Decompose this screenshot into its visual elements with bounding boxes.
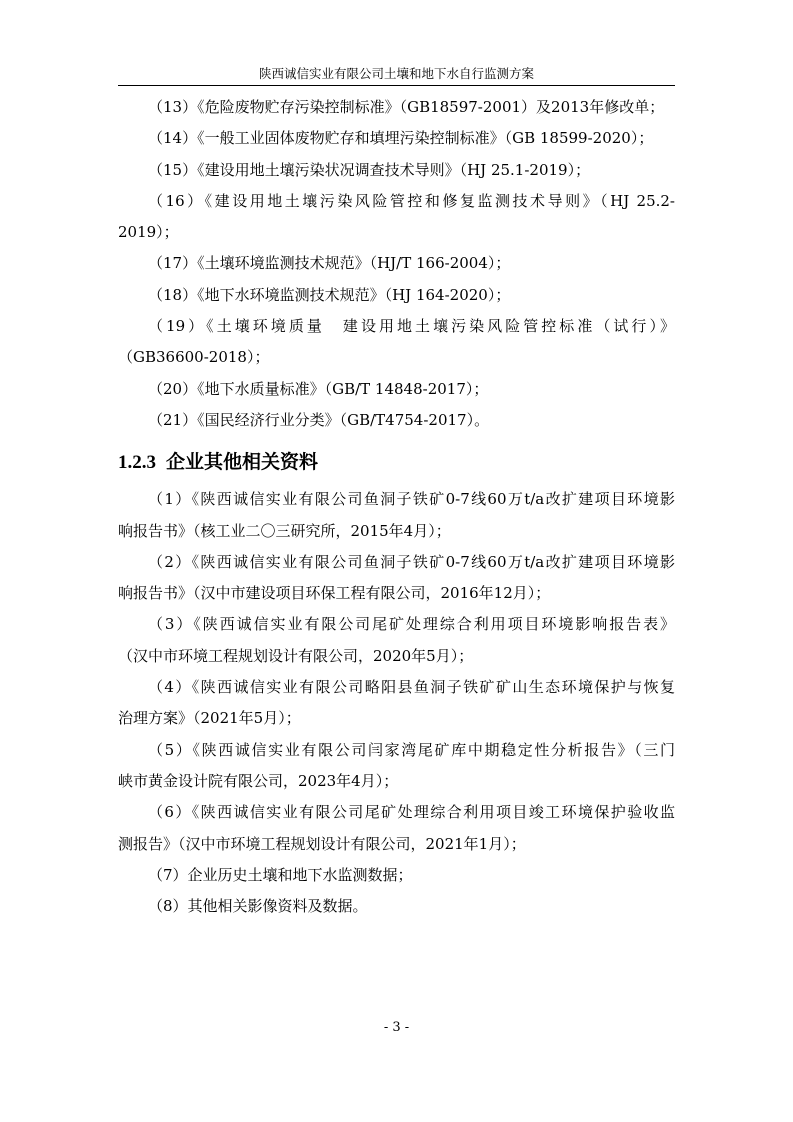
reference-line: （15）《建设用地土壤污染状况调查技术导则》（HJ 25.1-2019）； bbox=[148, 160, 591, 179]
reference-item bbox=[118, 155, 675, 186]
reference-line: 响报告书》（汉中市建设项目环保工程有限公司，2016年12月）； bbox=[118, 584, 551, 603]
reference-item bbox=[118, 311, 675, 374]
reference-item bbox=[118, 672, 675, 735]
reference-line: （13）《危险废物贮存污染控制标准》（GB18597-2001）及2013年修改单； bbox=[148, 98, 665, 116]
reference-line: （3）《陕西诚信实业有限公司尾矿处理综合利用项目环境影响报告表》 bbox=[148, 615, 675, 634]
section-title: 企业其他相关资料 bbox=[166, 451, 319, 474]
reference-list-standards bbox=[118, 92, 675, 436]
reference-item bbox=[118, 280, 675, 311]
section-number: 1.2.3 bbox=[118, 452, 156, 474]
reference-item bbox=[118, 484, 675, 547]
reference-item bbox=[118, 248, 675, 279]
reference-item bbox=[118, 405, 675, 436]
reference-line: 治理方案》（2021年5月）； bbox=[118, 709, 301, 728]
reference-line: 峡市黄金设计院有限公司，2023年4月）； bbox=[118, 771, 399, 790]
reference-line: （4）《陕西诚信实业有限公司略阳县鱼洞子铁矿矿山生态环境保护与恢复 bbox=[148, 678, 675, 697]
reference-line: 2019）； bbox=[118, 223, 179, 242]
reference-line: （汉中市环境工程规划设计有限公司，2020年5月）； bbox=[118, 646, 474, 665]
reference-item bbox=[118, 92, 675, 123]
reference-line: （1）《陕西诚信实业有限公司鱼洞子铁矿0-7线60万t/a改扩建项目环境影 bbox=[148, 490, 675, 509]
reference-line: （7）企业历史土壤和地下水监测数据； bbox=[148, 865, 413, 884]
reference-line: 响报告书》（核工业二〇三研究所，2015年4月）； bbox=[118, 521, 451, 540]
reference-line: （8）其他相关影像资料及数据。 bbox=[148, 897, 368, 916]
reference-item bbox=[118, 891, 675, 922]
page-content bbox=[118, 92, 675, 922]
reference-line: （6）《陕西诚信实业有限公司尾矿处理综合利用项目竣工环境保护验收监 bbox=[148, 803, 675, 822]
reference-item bbox=[118, 547, 675, 610]
reference-item bbox=[118, 186, 675, 249]
reference-item bbox=[118, 374, 675, 405]
section-heading bbox=[118, 440, 675, 484]
reference-line: （2）《陕西诚信实业有限公司鱼洞子铁矿0-7线60万t/a改扩建项目环境影 bbox=[148, 552, 675, 571]
header-rule bbox=[118, 85, 675, 86]
reference-item bbox=[118, 860, 675, 891]
running-header: 陕西诚信实业有限公司土壤和地下水自行监测方案 bbox=[258, 66, 534, 81]
reference-item bbox=[118, 123, 675, 154]
reference-list-documents bbox=[118, 484, 675, 922]
reference-line: （GB36600-2018）； bbox=[118, 348, 270, 367]
reference-line: （21）《国民经济行业分类》（GB/T4754-2017）。 bbox=[148, 410, 490, 429]
reference-line: （19）《土壤环境质量 建设用地土壤污染风险管控标准（试行）》 bbox=[148, 317, 675, 336]
reference-line: （17）《土壤环境监测技术规范》（HJ/T 166-2004）； bbox=[148, 254, 511, 273]
reference-line: 测报告》（汉中市环境工程规划设计有限公司，2021年1月）； bbox=[118, 834, 526, 853]
reference-line: （14）《一般工业固体废物贮存和填埋污染控制标准》（GB 18599-2020）； bbox=[148, 129, 654, 148]
page-number: - 3 - bbox=[383, 1020, 410, 1035]
reference-line: （18）《地下水环境监测技术规范》（HJ 164-2020）； bbox=[148, 285, 511, 304]
reference-line: （16）《建设用地土壤污染风险管控和修复监测技术导则》（HJ 25.2- bbox=[148, 191, 675, 210]
reference-item bbox=[118, 735, 675, 798]
reference-item bbox=[118, 797, 675, 860]
reference-line: （5）《陕西诚信实业有限公司闫家湾尾矿库中期稳定性分析报告》（三门 bbox=[148, 740, 675, 759]
reference-line: （20）《地下水质量标准》（GB/T 14848-2017）； bbox=[148, 379, 489, 398]
reference-item bbox=[118, 609, 675, 672]
